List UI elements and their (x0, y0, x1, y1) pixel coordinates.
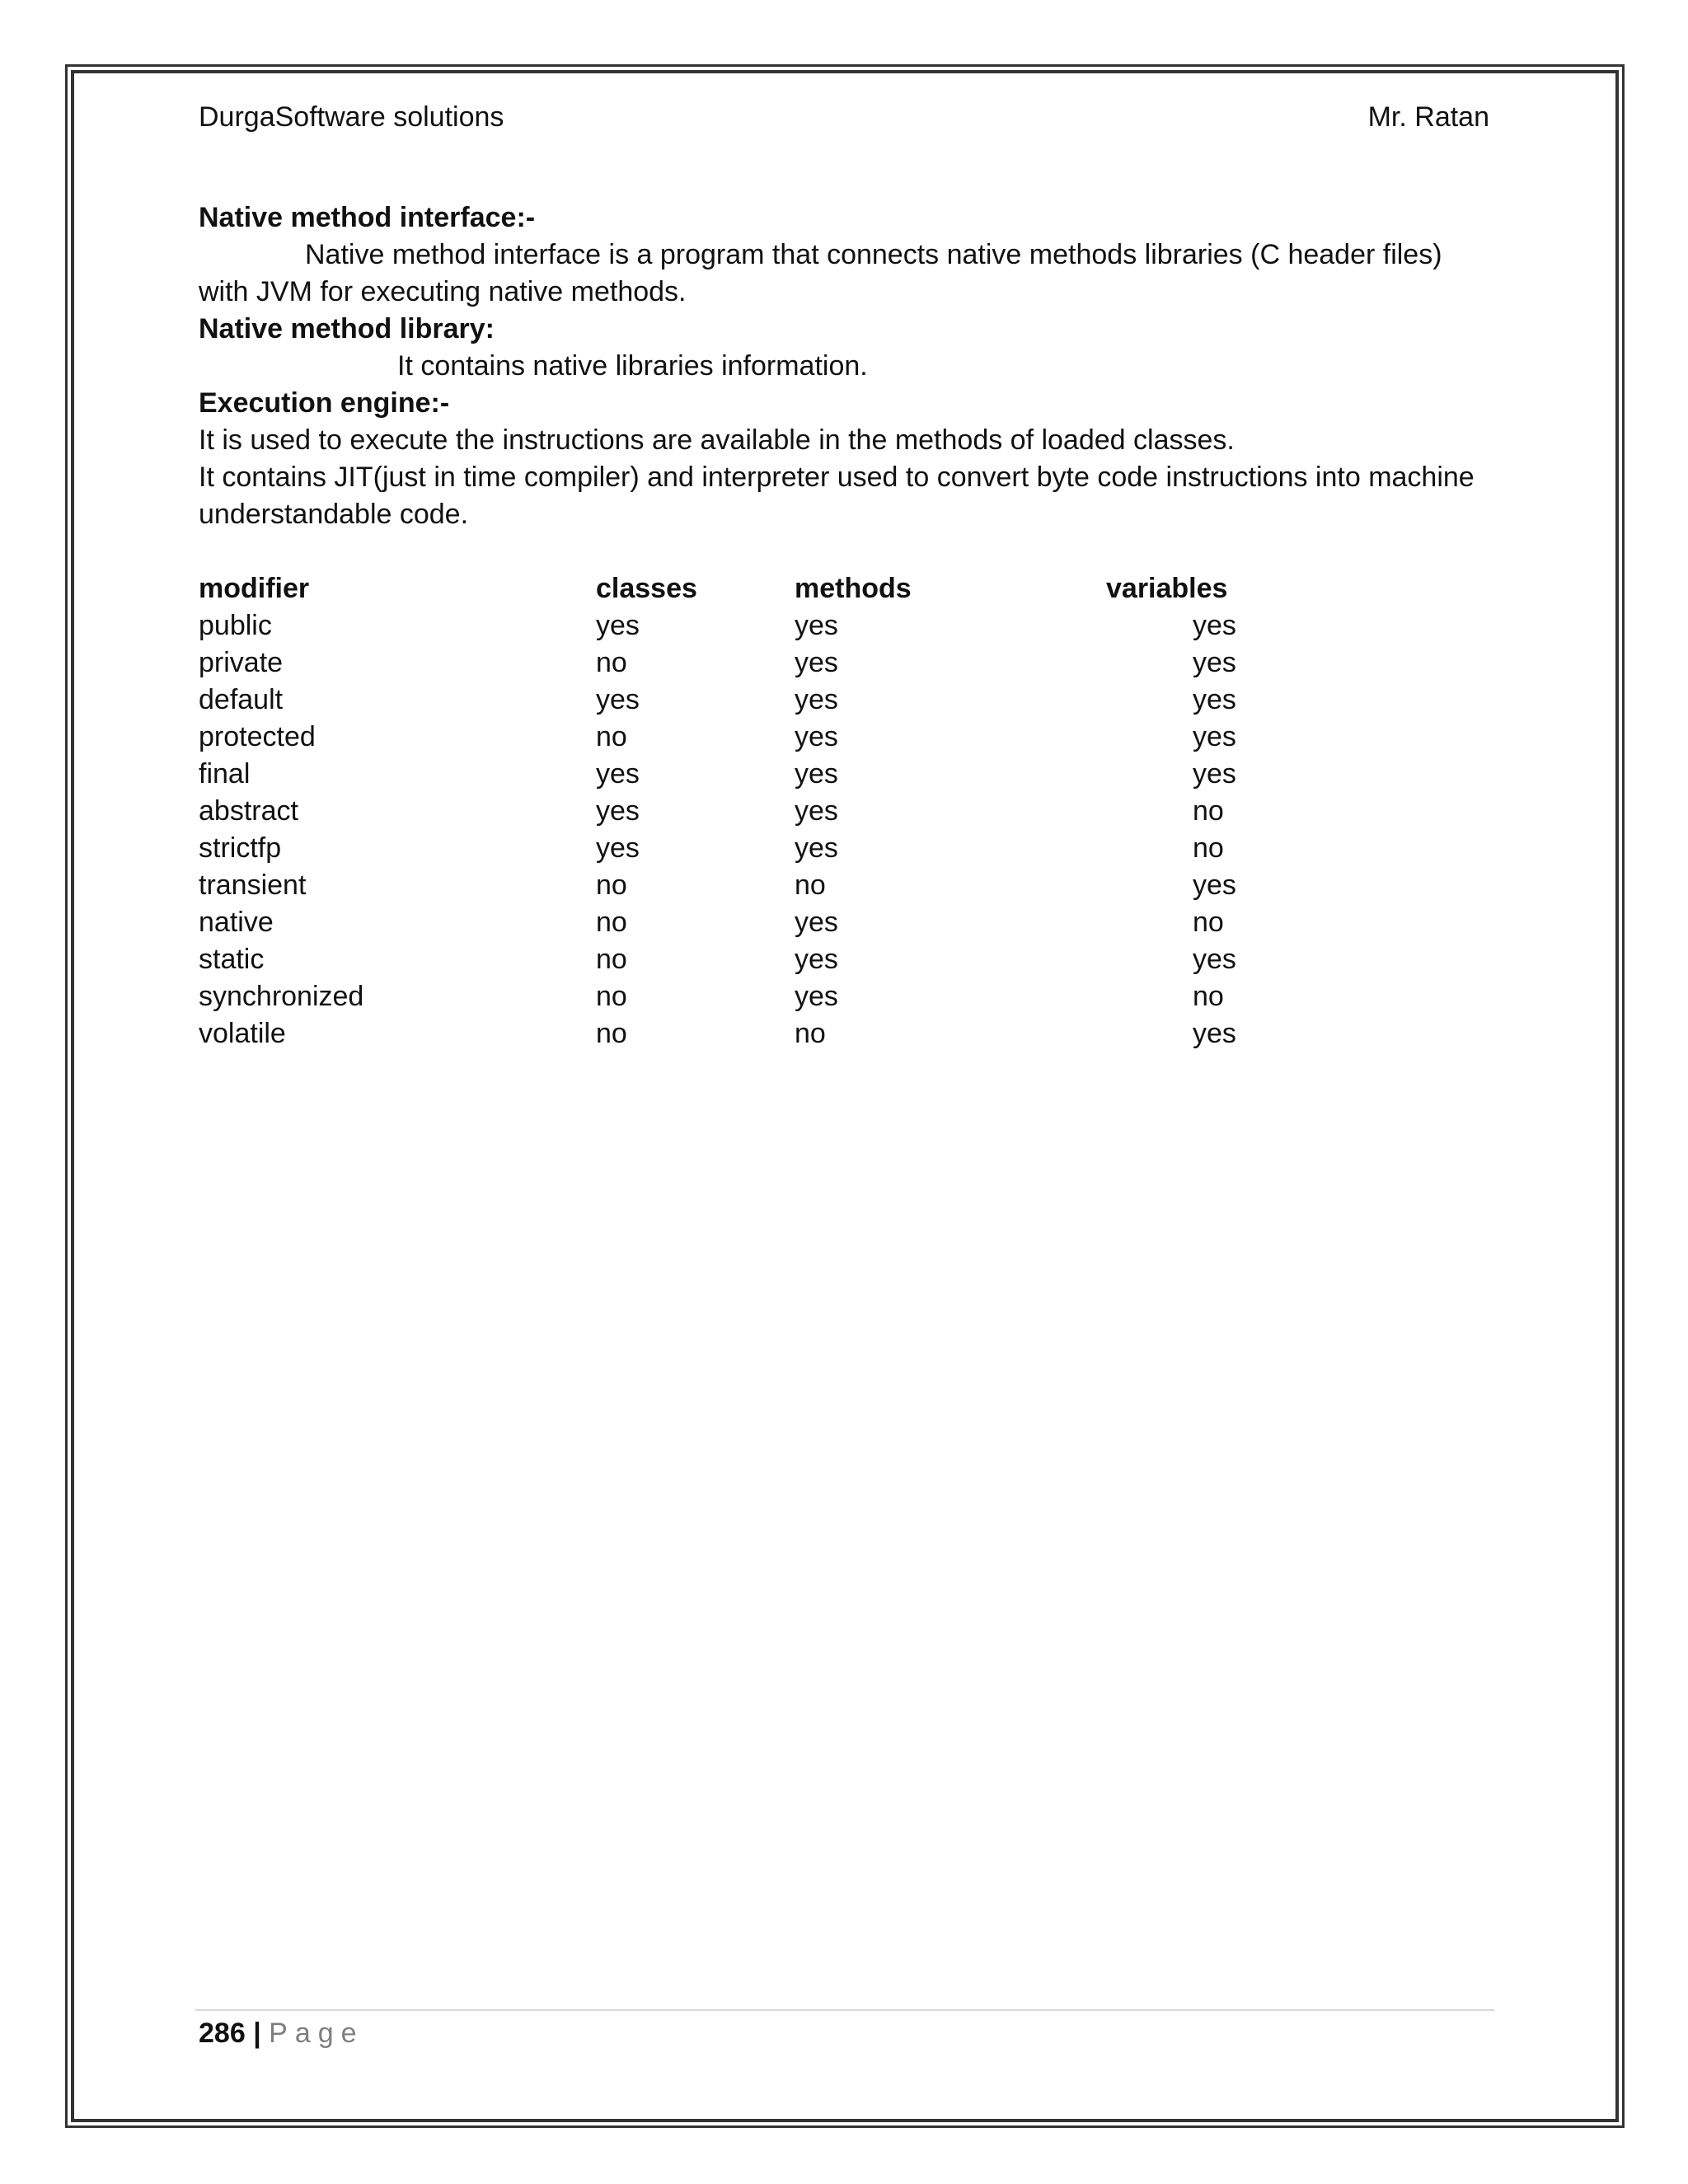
variables-cell: yes (1193, 944, 1236, 975)
modifier-cell: final (199, 758, 251, 790)
modifier-cell: strictfp (199, 832, 282, 864)
classes-cell: yes (596, 684, 640, 715)
variables-cell: no (1193, 981, 1224, 1012)
methods-cell: no (795, 869, 826, 901)
variables-cell: yes (1193, 758, 1236, 790)
modifier-cell: public (199, 610, 272, 641)
column-header-variables: variables (1106, 573, 1228, 604)
methods-cell: yes (795, 907, 838, 938)
methods-cell: yes (795, 647, 838, 678)
methods-cell: yes (795, 944, 838, 975)
modifier-cell: volatile (199, 1018, 286, 1049)
variables-cell: yes (1193, 647, 1236, 678)
table-row (199, 830, 1353, 867)
footer-separator: | (253, 2018, 261, 2049)
classes-cell: no (596, 647, 627, 678)
header-company: DurgaSoftware solutions (199, 101, 504, 133)
variables-cell: yes (1193, 1018, 1236, 1049)
methods-cell: yes (795, 758, 838, 790)
footer-divider (195, 2009, 1494, 2011)
methods-cell: yes (795, 981, 838, 1012)
variables-cell: yes (1193, 721, 1236, 752)
methods-cell: no (795, 1018, 826, 1049)
native-method-library-text: It contains native libraries information. (397, 350, 868, 382)
classes-cell: no (596, 981, 627, 1012)
methods-cell: yes (795, 610, 838, 641)
variables-cell: no (1193, 832, 1224, 864)
variables-cell: no (1193, 795, 1224, 827)
page-number: 286 (199, 2018, 246, 2049)
modifier-cell: abstract (199, 795, 298, 827)
table-row (199, 719, 1353, 756)
execution-engine-text-2: It contains JIT(just in time compiler) and interpreter used to convert byte code instructions into machine (199, 462, 1475, 493)
classes-cell: no (596, 1018, 627, 1049)
classes-cell: no (596, 721, 627, 752)
modifier-cell: default (199, 684, 284, 715)
table-header-row (199, 570, 1353, 607)
table-row (199, 904, 1353, 941)
classes-cell: yes (596, 795, 640, 827)
table-row (199, 682, 1353, 719)
table-row (199, 941, 1353, 978)
classes-cell: no (596, 907, 627, 938)
native-method-interface-text-1: Native method interface is a program that connects native methods libraries (C header files) (305, 239, 1442, 270)
methods-cell: yes (795, 721, 838, 752)
modifier-cell: transient (199, 869, 307, 901)
methods-cell: yes (795, 832, 838, 864)
page-body (199, 199, 1493, 1052)
classes-cell: yes (596, 758, 640, 790)
modifier-cell: static (199, 944, 265, 975)
table-row (199, 978, 1353, 1015)
native-method-interface-text-2: with JVM for executing native methods. (199, 276, 687, 307)
execution-engine-text-3: understandable code. (199, 499, 469, 530)
variables-cell: yes (1193, 610, 1236, 641)
table-row (199, 644, 1353, 682)
execution-engine-heading: Execution engine:- (199, 387, 450, 419)
classes-cell: yes (596, 832, 640, 864)
table-row (199, 793, 1353, 830)
page-label: Page (269, 2018, 364, 2049)
classes-cell: yes (596, 610, 640, 641)
modifier-cell: private (199, 647, 284, 678)
modifier-cell: native (199, 907, 274, 938)
page-footer (199, 2015, 364, 2051)
variables-cell: yes (1193, 684, 1236, 715)
variables-cell: yes (1193, 869, 1236, 901)
column-header-classes: classes (596, 573, 697, 604)
methods-cell: yes (795, 684, 838, 715)
execution-engine-text-1: It is used to execute the instructions are available in the methods of loaded classes. (199, 424, 1235, 456)
column-header-methods: methods (795, 573, 912, 604)
column-header-modifier: modifier (199, 573, 310, 604)
classes-cell: no (596, 944, 627, 975)
table-row (199, 756, 1353, 793)
modifier-cell: protected (199, 721, 316, 752)
table-row (199, 867, 1353, 904)
modifier-cell: synchronized (199, 981, 364, 1012)
header-author: Mr. Ratan (1367, 101, 1489, 133)
table-row (199, 607, 1353, 644)
variables-cell: no (1193, 907, 1224, 938)
methods-cell: yes (795, 795, 838, 827)
native-method-library-heading: Native method library: (199, 313, 495, 344)
table-row (199, 1015, 1353, 1052)
modifiers-table (199, 570, 1353, 1052)
native-method-interface-heading: Native method interface:- (199, 202, 536, 233)
classes-cell: no (596, 869, 627, 901)
